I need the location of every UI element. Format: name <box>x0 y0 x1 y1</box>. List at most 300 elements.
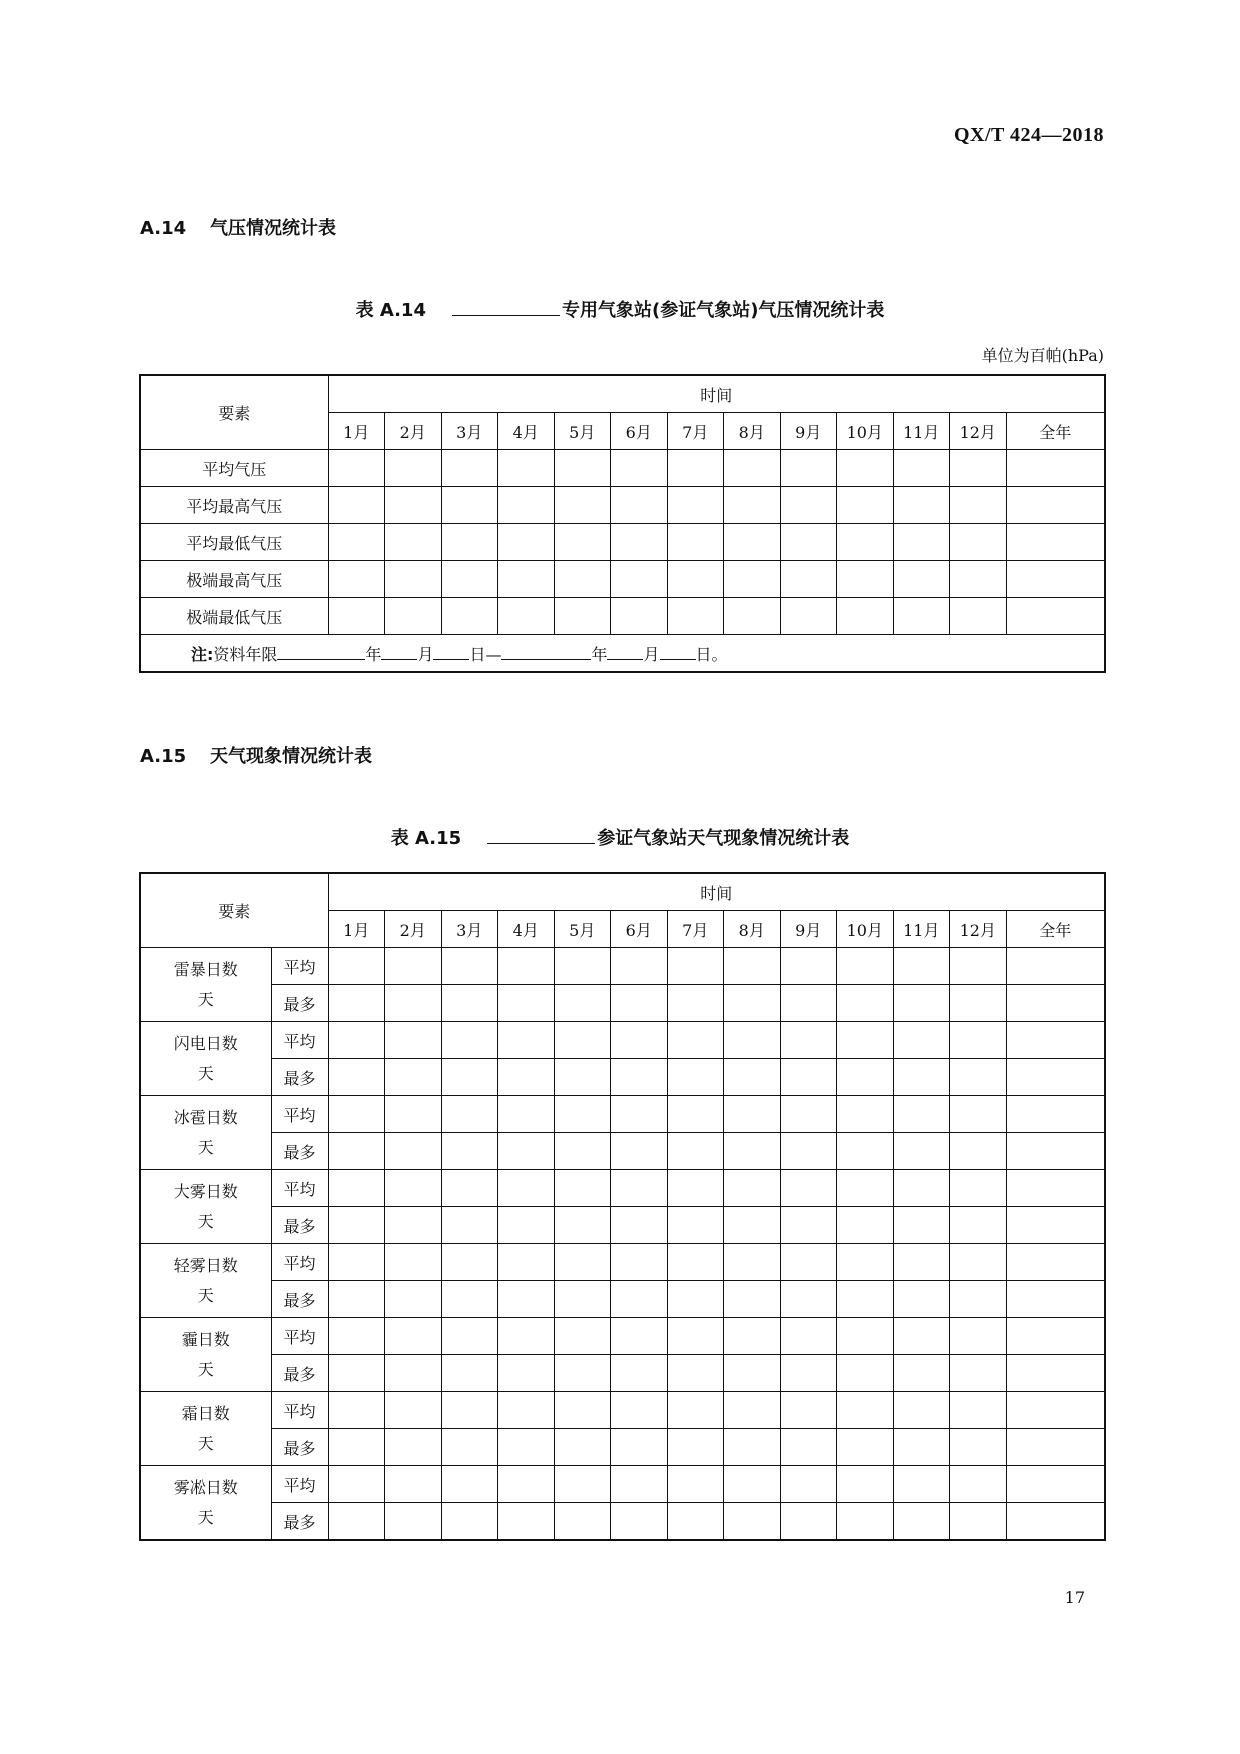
month-blank[interactable] <box>381 643 417 660</box>
data-cell[interactable] <box>724 985 781 1022</box>
data-cell[interactable] <box>1006 1207 1105 1244</box>
data-cell[interactable] <box>385 1318 442 1355</box>
data-cell[interactable] <box>950 598 1007 635</box>
data-cell[interactable] <box>611 1318 668 1355</box>
data-cell[interactable] <box>328 1355 385 1392</box>
data-cell[interactable] <box>950 1503 1007 1541</box>
data-cell[interactable] <box>893 1318 950 1355</box>
data-cell[interactable] <box>724 524 781 561</box>
data-cell[interactable] <box>667 561 724 598</box>
data-cell[interactable] <box>385 1170 442 1207</box>
group-unit: 天 <box>197 1433 214 1453</box>
data-cell[interactable] <box>893 1429 950 1466</box>
data-cell[interactable] <box>667 1503 724 1541</box>
data-cell[interactable] <box>611 487 668 524</box>
data-cell[interactable] <box>385 1133 442 1170</box>
data-cell[interactable] <box>498 1466 555 1503</box>
data-cell[interactable] <box>1006 1503 1105 1541</box>
data-cell[interactable] <box>724 1096 781 1133</box>
data-cell[interactable] <box>1006 1244 1105 1281</box>
data-cell[interactable] <box>837 948 894 985</box>
data-cell[interactable] <box>780 1355 837 1392</box>
data-cell[interactable] <box>554 487 611 524</box>
group-name: 轻雾日数 <box>173 1255 238 1275</box>
data-cell[interactable] <box>724 1392 781 1429</box>
data-cell[interactable] <box>780 487 837 524</box>
data-cell[interactable] <box>554 1503 611 1541</box>
data-cell[interactable] <box>611 1392 668 1429</box>
data-cell[interactable] <box>441 1133 498 1170</box>
data-cell[interactable] <box>837 524 894 561</box>
day-blank[interactable] <box>433 643 469 660</box>
data-cell[interactable] <box>328 561 385 598</box>
data-cell[interactable] <box>328 1244 385 1281</box>
data-cell[interactable] <box>441 1244 498 1281</box>
data-cell[interactable] <box>724 450 781 487</box>
sub-label-avg: 平均 <box>271 1392 328 1429</box>
data-cell[interactable] <box>1006 1096 1105 1133</box>
data-cell[interactable] <box>328 1281 385 1318</box>
data-cell[interactable] <box>950 524 1007 561</box>
data-cell[interactable] <box>780 1059 837 1096</box>
data-cell[interactable] <box>724 1429 781 1466</box>
data-cell[interactable] <box>554 598 611 635</box>
data-cell[interactable] <box>1006 450 1105 487</box>
data-cell[interactable] <box>780 1133 837 1170</box>
data-cell[interactable] <box>893 1170 950 1207</box>
data-cell[interactable] <box>498 1318 555 1355</box>
data-cell[interactable] <box>498 450 555 487</box>
data-cell[interactable] <box>950 1281 1007 1318</box>
data-cell[interactable] <box>611 1059 668 1096</box>
row-label: 极端最高气压 <box>140 561 328 598</box>
data-cell[interactable] <box>950 948 1007 985</box>
data-cell[interactable] <box>328 1207 385 1244</box>
data-cell[interactable] <box>328 1392 385 1429</box>
month-blank[interactable] <box>607 643 643 660</box>
data-cell[interactable] <box>837 1281 894 1318</box>
data-cell[interactable] <box>837 1429 894 1466</box>
data-cell[interactable] <box>667 487 724 524</box>
data-cell[interactable] <box>893 1133 950 1170</box>
standard-code: QX/T 424—2018 <box>953 124 1104 146</box>
data-cell[interactable] <box>667 524 724 561</box>
data-cell[interactable] <box>893 1503 950 1541</box>
data-cell[interactable] <box>385 1022 442 1059</box>
data-cell[interactable] <box>780 1392 837 1429</box>
data-cell[interactable] <box>1006 1318 1105 1355</box>
data-cell[interactable] <box>837 1244 894 1281</box>
data-cell[interactable] <box>611 1244 668 1281</box>
data-cell[interactable] <box>385 1059 442 1096</box>
month-header: 全年 <box>1006 911 1105 948</box>
sub-label-avg: 平均 <box>271 1318 328 1355</box>
data-cell[interactable] <box>780 1281 837 1318</box>
data-cell[interactable] <box>554 524 611 561</box>
data-cell[interactable] <box>328 1429 385 1466</box>
data-cell[interactable] <box>950 1355 1007 1392</box>
data-cell[interactable] <box>385 1503 442 1541</box>
data-cell[interactable] <box>837 598 894 635</box>
data-cell[interactable] <box>950 1133 1007 1170</box>
data-cell[interactable] <box>328 985 385 1022</box>
data-cell[interactable] <box>893 1392 950 1429</box>
data-cell[interactable] <box>950 487 1007 524</box>
data-cell[interactable] <box>554 1059 611 1096</box>
data-cell[interactable] <box>441 561 498 598</box>
data-cell[interactable] <box>780 1318 837 1355</box>
data-cell[interactable] <box>498 1170 555 1207</box>
data-cell[interactable] <box>441 1355 498 1392</box>
data-cell[interactable] <box>893 1207 950 1244</box>
data-cell[interactable] <box>498 1429 555 1466</box>
data-cell[interactable] <box>554 1170 611 1207</box>
data-cell[interactable] <box>780 561 837 598</box>
data-cell[interactable] <box>1006 1170 1105 1207</box>
data-cell[interactable] <box>554 1355 611 1392</box>
row-label: 平均最低气压 <box>140 524 328 561</box>
data-cell[interactable] <box>837 561 894 598</box>
data-cell[interactable] <box>498 1022 555 1059</box>
month-header: 11月 <box>893 413 950 450</box>
data-cell[interactable] <box>667 1281 724 1318</box>
data-cell[interactable] <box>385 985 442 1022</box>
data-cell[interactable] <box>554 1318 611 1355</box>
day-blank[interactable] <box>660 643 696 660</box>
data-cell[interactable] <box>724 1133 781 1170</box>
table-row <box>140 1207 1105 1244</box>
data-cell[interactable] <box>328 1318 385 1355</box>
data-cell[interactable] <box>498 1133 555 1170</box>
data-cell[interactable] <box>328 948 385 985</box>
data-cell[interactable] <box>837 450 894 487</box>
data-cell[interactable] <box>554 1133 611 1170</box>
data-cell[interactable] <box>950 1244 1007 1281</box>
data-cell[interactable] <box>328 1170 385 1207</box>
data-cell[interactable] <box>893 1059 950 1096</box>
data-cell[interactable] <box>611 1281 668 1318</box>
data-cell[interactable] <box>385 561 442 598</box>
data-cell[interactable] <box>611 1170 668 1207</box>
data-cell[interactable] <box>780 948 837 985</box>
data-cell[interactable] <box>1006 524 1105 561</box>
data-cell[interactable] <box>780 1170 837 1207</box>
data-cell[interactable] <box>837 1022 894 1059</box>
data-cell[interactable] <box>611 1466 668 1503</box>
data-cell[interactable] <box>554 1392 611 1429</box>
data-cell[interactable] <box>837 1318 894 1355</box>
data-cell[interactable] <box>780 1503 837 1541</box>
data-cell[interactable] <box>950 985 1007 1022</box>
data-cell[interactable] <box>950 1096 1007 1133</box>
data-cell[interactable] <box>667 1318 724 1355</box>
data-cell[interactable] <box>498 1392 555 1429</box>
data-cell[interactable] <box>724 1059 781 1096</box>
data-cell[interactable] <box>780 1244 837 1281</box>
data-cell[interactable] <box>498 1244 555 1281</box>
sub-label-max: 最多 <box>271 985 328 1022</box>
data-cell[interactable] <box>441 598 498 635</box>
data-cell[interactable] <box>724 1244 781 1281</box>
data-cell[interactable] <box>611 561 668 598</box>
data-cell[interactable] <box>950 1022 1007 1059</box>
data-cell[interactable] <box>667 1355 724 1392</box>
data-cell[interactable] <box>328 524 385 561</box>
data-cell[interactable] <box>1006 1281 1105 1318</box>
data-cell[interactable] <box>441 1318 498 1355</box>
data-cell[interactable] <box>498 561 555 598</box>
data-cell[interactable] <box>893 487 950 524</box>
data-cell[interactable] <box>441 524 498 561</box>
data-cell[interactable] <box>385 1466 442 1503</box>
data-cell[interactable] <box>950 561 1007 598</box>
data-cell[interactable] <box>950 1318 1007 1355</box>
data-cell[interactable] <box>441 1096 498 1133</box>
data-cell[interactable] <box>724 948 781 985</box>
data-cell[interactable] <box>328 450 385 487</box>
data-cell[interactable] <box>724 1318 781 1355</box>
data-cell[interactable] <box>667 450 724 487</box>
data-cell[interactable] <box>611 1207 668 1244</box>
data-cell[interactable] <box>780 598 837 635</box>
data-cell[interactable] <box>554 1244 611 1281</box>
data-cell[interactable] <box>554 1429 611 1466</box>
data-cell[interactable] <box>667 1466 724 1503</box>
data-cell[interactable] <box>893 1022 950 1059</box>
data-cell[interactable] <box>780 1466 837 1503</box>
caption-prefix: 表 A.14 <box>355 300 426 321</box>
data-cell[interactable] <box>667 1170 724 1207</box>
data-cell[interactable] <box>385 1244 442 1281</box>
section-heading-a14 <box>140 214 336 240</box>
note-year: 年 <box>365 644 382 664</box>
data-cell[interactable] <box>837 1392 894 1429</box>
data-cell[interactable] <box>385 1392 442 1429</box>
data-cell[interactable] <box>385 1096 442 1133</box>
data-cell[interactable] <box>667 1096 724 1133</box>
data-cell[interactable] <box>328 1096 385 1133</box>
data-cell[interactable] <box>1006 487 1105 524</box>
data-cell[interactable] <box>328 1022 385 1059</box>
data-cell[interactable] <box>441 1429 498 1466</box>
data-cell[interactable] <box>328 1133 385 1170</box>
data-cell[interactable] <box>385 1355 442 1392</box>
data-cell[interactable] <box>667 1244 724 1281</box>
data-cell[interactable] <box>441 1281 498 1318</box>
data-cell[interactable] <box>780 1429 837 1466</box>
data-cell[interactable] <box>950 1466 1007 1503</box>
data-cell[interactable] <box>385 1207 442 1244</box>
data-cell[interactable] <box>667 1429 724 1466</box>
data-cell[interactable] <box>724 487 781 524</box>
data-cell[interactable] <box>667 1133 724 1170</box>
data-cell[interactable] <box>328 1503 385 1541</box>
data-cell[interactable] <box>837 1466 894 1503</box>
data-cell[interactable] <box>724 598 781 635</box>
data-cell[interactable] <box>780 524 837 561</box>
data-cell[interactable] <box>893 1096 950 1133</box>
data-cell[interactable] <box>441 487 498 524</box>
data-cell[interactable] <box>1006 1355 1105 1392</box>
data-cell[interactable] <box>950 1392 1007 1429</box>
data-cell[interactable] <box>780 985 837 1022</box>
data-cell[interactable] <box>328 487 385 524</box>
data-cell[interactable] <box>837 1133 894 1170</box>
data-cell[interactable] <box>611 450 668 487</box>
data-cell[interactable] <box>498 985 555 1022</box>
data-cell[interactable] <box>385 598 442 635</box>
data-cell[interactable] <box>498 1207 555 1244</box>
data-cell[interactable] <box>611 985 668 1022</box>
year-blank[interactable] <box>501 643 591 660</box>
data-cell[interactable] <box>724 1022 781 1059</box>
data-cell[interactable] <box>385 487 442 524</box>
data-cell[interactable] <box>1006 1392 1105 1429</box>
data-cell[interactable] <box>780 1207 837 1244</box>
data-cell[interactable] <box>724 1170 781 1207</box>
data-cell[interactable] <box>893 1281 950 1318</box>
data-cell[interactable] <box>950 1429 1007 1466</box>
data-cell[interactable] <box>893 1244 950 1281</box>
data-cell[interactable] <box>893 1355 950 1392</box>
data-cell[interactable] <box>441 1392 498 1429</box>
data-cell[interactable] <box>385 450 442 487</box>
data-cell[interactable] <box>837 1503 894 1541</box>
data-cell[interactable] <box>780 1096 837 1133</box>
data-cell[interactable] <box>780 450 837 487</box>
data-cell[interactable] <box>950 1059 1007 1096</box>
data-cell[interactable] <box>554 1096 611 1133</box>
data-cell[interactable] <box>724 561 781 598</box>
data-cell[interactable] <box>441 1022 498 1059</box>
data-cell[interactable] <box>893 450 950 487</box>
data-cell[interactable] <box>1006 1059 1105 1096</box>
data-cell[interactable] <box>1006 1022 1105 1059</box>
data-cell[interactable] <box>498 524 555 561</box>
data-cell[interactable] <box>611 1503 668 1541</box>
data-cell[interactable] <box>498 1281 555 1318</box>
data-cell[interactable] <box>611 1096 668 1133</box>
data-cell[interactable] <box>498 1059 555 1096</box>
data-cell[interactable] <box>1006 985 1105 1022</box>
data-cell[interactable] <box>441 1466 498 1503</box>
data-cell[interactable] <box>611 1429 668 1466</box>
data-cell[interactable] <box>837 1207 894 1244</box>
data-cell[interactable] <box>611 1355 668 1392</box>
data-cell[interactable] <box>1006 1429 1105 1466</box>
data-cell[interactable] <box>498 1096 555 1133</box>
data-cell[interactable] <box>498 487 555 524</box>
month-header: 7月 <box>667 911 724 948</box>
data-cell[interactable] <box>554 561 611 598</box>
data-cell[interactable] <box>441 1059 498 1096</box>
data-cell[interactable] <box>611 598 668 635</box>
data-cell[interactable] <box>837 985 894 1022</box>
data-cell[interactable] <box>328 1059 385 1096</box>
data-cell[interactable] <box>554 1207 611 1244</box>
data-cell[interactable] <box>1006 948 1105 985</box>
data-cell[interactable] <box>554 450 611 487</box>
data-cell[interactable] <box>554 1281 611 1318</box>
data-cell[interactable] <box>441 948 498 985</box>
data-cell[interactable] <box>554 1022 611 1059</box>
data-cell[interactable] <box>611 524 668 561</box>
data-cell[interactable] <box>441 1207 498 1244</box>
data-cell[interactable] <box>441 985 498 1022</box>
data-cell[interactable] <box>667 1392 724 1429</box>
data-cell[interactable] <box>385 524 442 561</box>
data-cell[interactable] <box>950 1207 1007 1244</box>
data-cell[interactable] <box>667 1022 724 1059</box>
group-unit: 天 <box>197 989 214 1009</box>
data-cell[interactable] <box>1006 561 1105 598</box>
data-cell[interactable] <box>724 1466 781 1503</box>
month-header: 12月 <box>950 413 1007 450</box>
data-cell[interactable] <box>611 948 668 985</box>
data-cell[interactable] <box>724 1503 781 1541</box>
data-cell[interactable] <box>667 1207 724 1244</box>
data-cell[interactable] <box>498 1503 555 1541</box>
data-cell[interactable] <box>893 1466 950 1503</box>
data-cell[interactable] <box>950 1170 1007 1207</box>
data-cell[interactable] <box>837 1170 894 1207</box>
data-cell[interactable] <box>667 948 724 985</box>
data-cell[interactable] <box>837 1355 894 1392</box>
data-cell[interactable] <box>837 1096 894 1133</box>
data-cell[interactable] <box>837 487 894 524</box>
group-label <box>140 1466 271 1541</box>
year-blank[interactable] <box>277 643 365 660</box>
data-cell[interactable] <box>667 985 724 1022</box>
data-cell[interactable] <box>498 948 555 985</box>
data-cell[interactable] <box>554 1466 611 1503</box>
data-cell[interactable] <box>724 1281 781 1318</box>
data-cell[interactable] <box>385 1429 442 1466</box>
data-cell[interactable] <box>893 524 950 561</box>
data-cell[interactable] <box>667 598 724 635</box>
caption-blank <box>452 297 560 316</box>
data-cell[interactable] <box>498 598 555 635</box>
data-cell[interactable] <box>780 1022 837 1059</box>
data-cell[interactable] <box>441 1503 498 1541</box>
data-cell[interactable] <box>1006 1466 1105 1503</box>
data-cell[interactable] <box>893 948 950 985</box>
data-cell[interactable] <box>893 561 950 598</box>
data-cell[interactable] <box>441 1170 498 1207</box>
data-cell[interactable] <box>611 1133 668 1170</box>
data-cell[interactable] <box>1006 598 1105 635</box>
data-cell[interactable] <box>385 1281 442 1318</box>
data-cell[interactable] <box>385 948 442 985</box>
data-cell[interactable] <box>950 450 1007 487</box>
data-cell[interactable] <box>893 598 950 635</box>
data-cell[interactable] <box>328 598 385 635</box>
data-cell[interactable] <box>724 1207 781 1244</box>
data-cell[interactable] <box>611 1022 668 1059</box>
note-label: 注: <box>191 644 214 664</box>
data-cell[interactable] <box>498 1355 555 1392</box>
data-cell[interactable] <box>667 1059 724 1096</box>
data-cell[interactable] <box>554 948 611 985</box>
data-cell[interactable] <box>893 985 950 1022</box>
data-cell[interactable] <box>328 1466 385 1503</box>
data-cell[interactable] <box>837 1059 894 1096</box>
data-cell[interactable] <box>724 1355 781 1392</box>
data-cell[interactable] <box>554 985 611 1022</box>
data-cell[interactable] <box>1006 1133 1105 1170</box>
table-row <box>140 1318 1105 1355</box>
data-cell[interactable] <box>441 450 498 487</box>
